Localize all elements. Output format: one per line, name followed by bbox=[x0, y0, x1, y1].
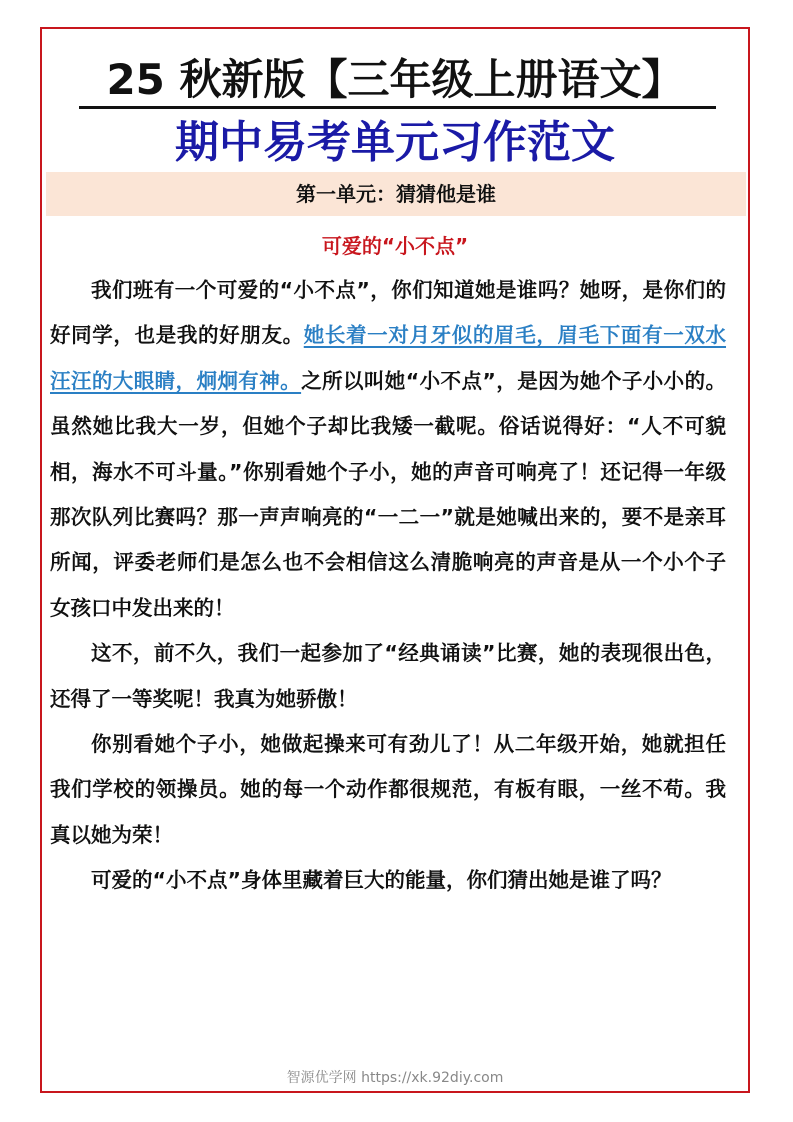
page-subtitle: 期中易考单元习作范文 bbox=[175, 117, 615, 168]
essay-title: 可爱的“小不点” bbox=[321, 234, 469, 258]
unit-banner: 第一单元：猜猜他是谁 bbox=[46, 172, 746, 216]
paragraph-2: 这不，前不久，我们一起参加了“经典诵读”比赛，她的表现很出色，还得了一等奖呢！我真为她骄傲！ bbox=[50, 641, 726, 711]
highlighted-sentence: 她长着一对月牙似的眉毛，眉毛下面有一双水汪汪的大眼睛，炯炯有神。 bbox=[50, 323, 727, 393]
footer-watermark: 智源优学网 https://xk.92diy.com bbox=[286, 1070, 504, 1086]
paragraph-1-rest: 之所以叫她“小不点”，是因为她个子小小的。虽然她比我大一岁，但她个子却比我矮一截呢。俗话说得好：“人不可貌相，海水不可斗量。”你别看她个子小，她的声音可响亮了！还记得一年级那次队列比赛吗？那一声声响亮的“一二一”就是她喊出来的，要不是亲耳所闻，评委老师们是怎么也不会相信这么清脆响亮的声音是从一个小个子女孩口中发出来的！ bbox=[50, 368, 727, 620]
essay-body bbox=[50, 268, 726, 904]
title-underline bbox=[79, 106, 716, 109]
paragraph-1-intro: 我们班有一个可爱的“小不点”，你们知道她是谁吗？她呀，是你们的好同学，也是我的好朋友。 bbox=[50, 278, 726, 348]
paragraph-4: 可爱的“小不点”身体里藏着巨大的能量，你们猜出她是谁了吗？ bbox=[91, 868, 672, 893]
page-title: 25 秋新版【三年级上册语文】 bbox=[106, 55, 684, 104]
paragraph-1 bbox=[50, 268, 726, 631]
paragraph-3: 你别看她个子小，她做起操来可有劲儿了！从二年级开始，她就担任我们学校的领操员。她的每一个动作都很规范，有板有眼，一丝不苟。我真以她为荣！ bbox=[50, 732, 726, 847]
